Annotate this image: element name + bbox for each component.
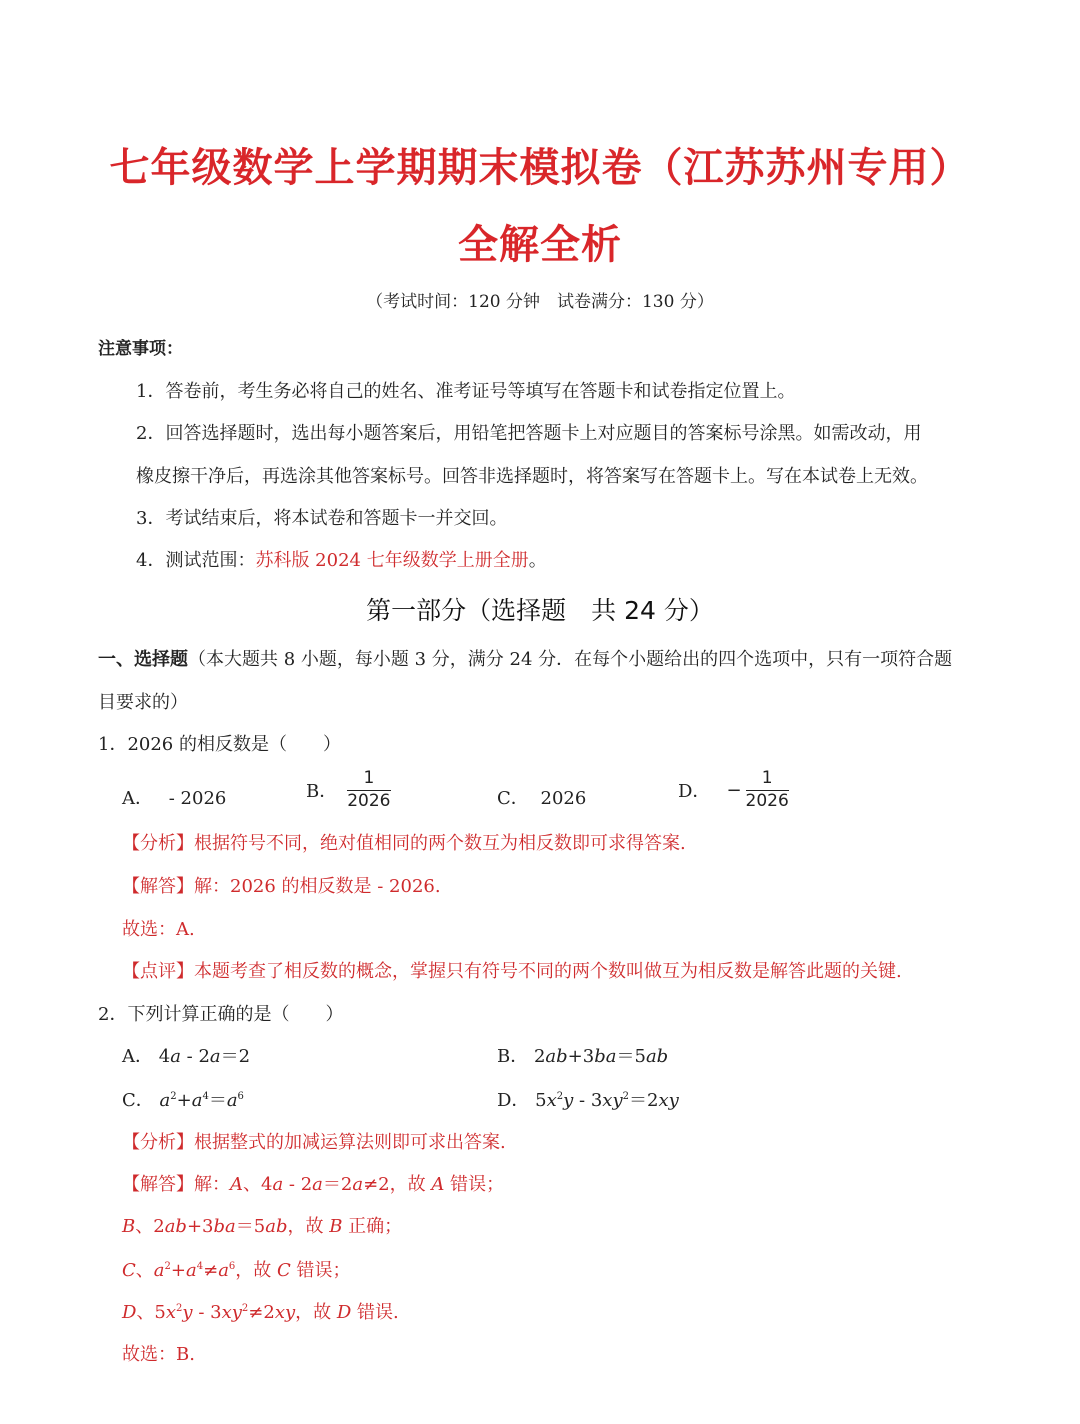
section-intro [98, 645, 952, 671]
q1-option-c [497, 784, 586, 810]
q1-option-d [678, 770, 789, 811]
q2-analysis: 【分析】根据整式的加减运算法则即可求出答案. [122, 1132, 506, 1153]
q1-option-a-label: A． [122, 788, 153, 809]
q2-option-b: B． 2ab+3ba＝5ab [497, 1046, 669, 1067]
q1-option-d-fraction [746, 770, 789, 811]
q1-option-d-numerator: 1 [761, 768, 773, 788]
section-desc: （本大题共 8 小题，每小题 3 分，满分 24 分．在每个小题给出的四个选项中，只有一项符合题 [188, 649, 953, 670]
notice-item-3: 3．考试结束后，将本试卷和答题卡一并交回。 [136, 508, 508, 529]
notice-item-2-line2: 橡皮擦干净后，再选涂其他答案标号。回答非选择题时，将答案写在答题卡上。写在本试卷上无效。 [136, 466, 928, 487]
q1-choose: 故选：A. [122, 919, 195, 940]
q1-option-d-sign: − [726, 779, 742, 801]
part-heading: 第一部分（选择题 共 24 分） [366, 596, 714, 625]
q1-option-b [306, 770, 391, 811]
q1-answer: 【解答】解：2026 的相反数是 - 2026. [122, 876, 441, 897]
q1-option-b-numerator: 1 [363, 768, 375, 788]
q1-option-a-value: - 2026 [168, 788, 227, 809]
q1-option-a [122, 784, 226, 810]
q2-answer-line-a: 【解答】解：A、4a - 2a＝2a≠2，故 A 错误； [122, 1174, 505, 1195]
notice-item-1: 1．答卷前，考生务必将自己的姓名、准考证号等填写在答题卡和试卷指定位置上。 [136, 381, 796, 402]
question-1-stem: 1．2026 的相反数是（ ） [98, 734, 341, 755]
q1-option-c-label: C． [497, 788, 529, 809]
q1-option-d-label: D． [678, 781, 711, 803]
section-desc-cont: 目要求的） [98, 692, 188, 713]
document-title: 七年级数学上学期期末模拟卷（江苏苏州专用） [109, 145, 971, 191]
q1-option-d-denominator: 2026 [745, 790, 789, 811]
q1-option-b-denominator: 2026 [347, 790, 391, 811]
test-scope: 苏科版 2024 七年级数学上册全册 [255, 550, 529, 571]
document-subtitle: 全解全析 [458, 222, 622, 268]
q1-option-b-fraction [347, 770, 390, 811]
q2-choose: 故选：B. [122, 1344, 195, 1365]
notice-heading: 注意事项： [98, 339, 183, 359]
q2-option-a: A． 4a - 2a＝2 [122, 1046, 251, 1067]
q2-answer-prefix: 【解答】解： [122, 1174, 230, 1195]
q1-option-c-value: 2026 [540, 788, 587, 809]
exam-info: （考试时间：120 分钟 试卷满分：130 分） [366, 292, 714, 312]
q1-option-b-label: B． [306, 781, 338, 803]
q2-answer-line-c: C、$a^2+a^4\ne a^6$，故 C 错误； [122, 1260, 351, 1281]
question-2-stem: 2．下列计算正确的是（ ） [98, 1004, 344, 1025]
q2-answer-line-d: D、$5x^2y - 3xy^2\ne 2xy$，故 D 错误. [122, 1302, 399, 1323]
notice-item-4-suffix: 。 [528, 550, 547, 571]
q1-comment: 【点评】本题考查了相反数的概念，掌握只有符号不同的两个数叫做互为相反数是解答此题的关键. [122, 961, 902, 982]
notice-item-4-prefix: 4．测试范围： [136, 550, 256, 571]
q2-option-d: D． $5x^2y - 3xy^2=2xy$ [497, 1090, 679, 1111]
section-label: 一、选择题 [98, 649, 188, 670]
q2-answer-line-b: B、2ab+3ba＝5ab，故 B 正确； [122, 1216, 403, 1237]
q2-option-c: C． $a^2+a^4=a^6$ [122, 1090, 244, 1111]
q1-analysis: 【分析】根据符号不同，绝对值相同的两个数互为相反数即可求得答案. [122, 833, 686, 854]
notice-item-2-line1: 2．回答选择题时，选出每小题答案后，用铅笔把答题卡上对应题目的答案标号涂黑。如需改动，用 [136, 423, 922, 444]
notice-item-4 [136, 546, 547, 572]
